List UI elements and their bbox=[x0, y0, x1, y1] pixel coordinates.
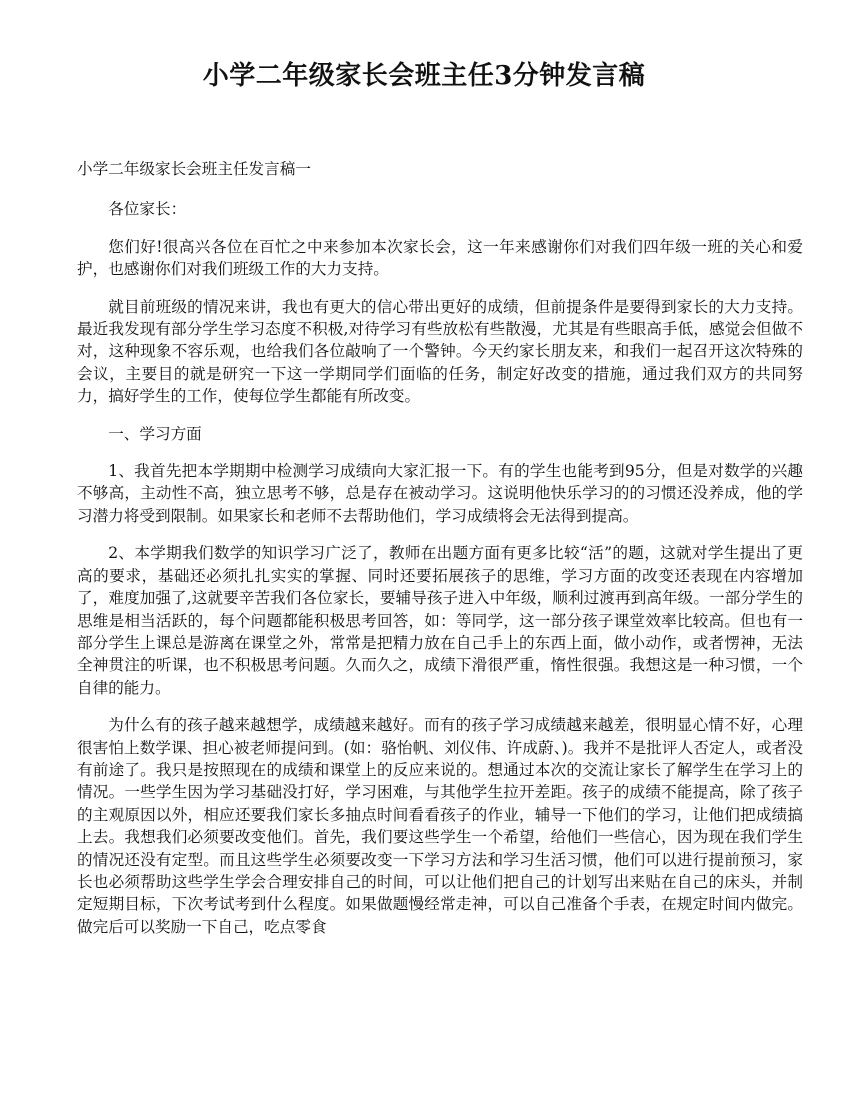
document-title: 小学二年级家长会班主任3分钟发言稿 bbox=[202, 61, 646, 91]
paragraph: 就目前班级的情况来讲，我也有更大的信心带出更好的成绩，但前提条件是要得到家长的大力支持。最近我发现有部分学生学习态度不积极,对待学习有些放松有些散漫，尤其是有些眼高手低，感觉会但做不对，这种现象不容乐观，也给我们各位敲响了一个警钟。今天约家长朋友来，和我们一起召开这次特殊的会议，主要目的就是研究一下这一学期同学们面临的任务，制定好改变的措施，通过我们双方的共同努力，搞好学生的工作，使每位学生都能有所改变。 bbox=[77, 297, 803, 406]
document-body bbox=[77, 158, 803, 953]
section-heading: 一、学习方面 bbox=[108, 424, 202, 443]
section-heading: 小学二年级家长会班主任发言稿一 bbox=[77, 160, 311, 178]
paragraph: 1、我首先把本学期期中检测学习成绩向大家汇报一下。有的学生也能考到95分，但是对数学的兴趣不够高，主动性不高，独立思考不够，总是存在被动学习。这说明他快乐学习的的习惯还没养成，他的学习潜力将受到限制。如果家长和老师不去帮助他们，学习成绩将会无法得到提高。 bbox=[77, 462, 803, 525]
paragraph: 您们好!很高兴各位在百忙之中来参加本次家长会，这一年来感谢你们对我们四年级一班的关心和爱护，也感谢你们对我们班级工作的大力支持。 bbox=[77, 237, 803, 279]
paragraph: 为什么有的孩子越来越想学，成绩越来越好。而有的孩子学习成绩越来越差，很明显心情不好，心理很害怕上数学课、担心被老师提问到。(如：骆怡帆、刘仪伟、许成蔚、)。我并不是批评人否定人，或者没有前途了。我只是按照现在的成绩和课堂上的反应来说的。想通过本次的交流让家长了解学生在学习上的情况。一些学生因为学习基础没打好，学习困难，与其他学生拉开差距。孩子的成绩不能提高，除了孩子的主观原因以外，相应还要我们家长多抽点时间看看孩子的作业，辅导一下他们的学习，让他们把成绩搞上去。我想我们必须要改变他们。首先，我们要这些学生一个希望，给他们一些信心，因为现在我们学生的情况还没有定型。而且这些学生必须要改变一下学习方法和学习生活习惯，他们可以进行提前预习，家长也必须帮助这些学生学会合理安排自己的时间，可以让他们把自己的计划写出来贴在自己的床头，并制定短期目标，下次考试考到什么程度。如果做题慢经常走神，可以自己准备个手表，在规定时间内做完。做完后可以奖励一下自己，吃点零食 bbox=[77, 716, 803, 936]
salutation: 各位家长： bbox=[108, 200, 187, 219]
paragraph: 2、本学期我们数学的知识学习广泛了，教师在出题方面有更多比较“活”的题，这就对学生提出了更高的要求，基础还必须扎扎实实的掌握、同时还要拓展孩子的思维，学习方面的改变还表现在内容增加了，难度加强了,这就要辛苦我们各位家长，要辅导孩子进入中年级，顺利过渡再到高年级。一部分学生的思维是相当活跃的，每个问题都能积极思考回答，如：等同学，这一部分孩子课堂效率比较高。但也有一部分学生上课总是游离在课堂之外，常常是把精力放在自己手上的东西上面，做小动作，或者愣神，无法全神贯注的听课，也不积极思考问题。久而久之，成绩下滑很严重，惰性很强。我想这是一种习惯，一个自律的能力。 bbox=[77, 544, 803, 697]
